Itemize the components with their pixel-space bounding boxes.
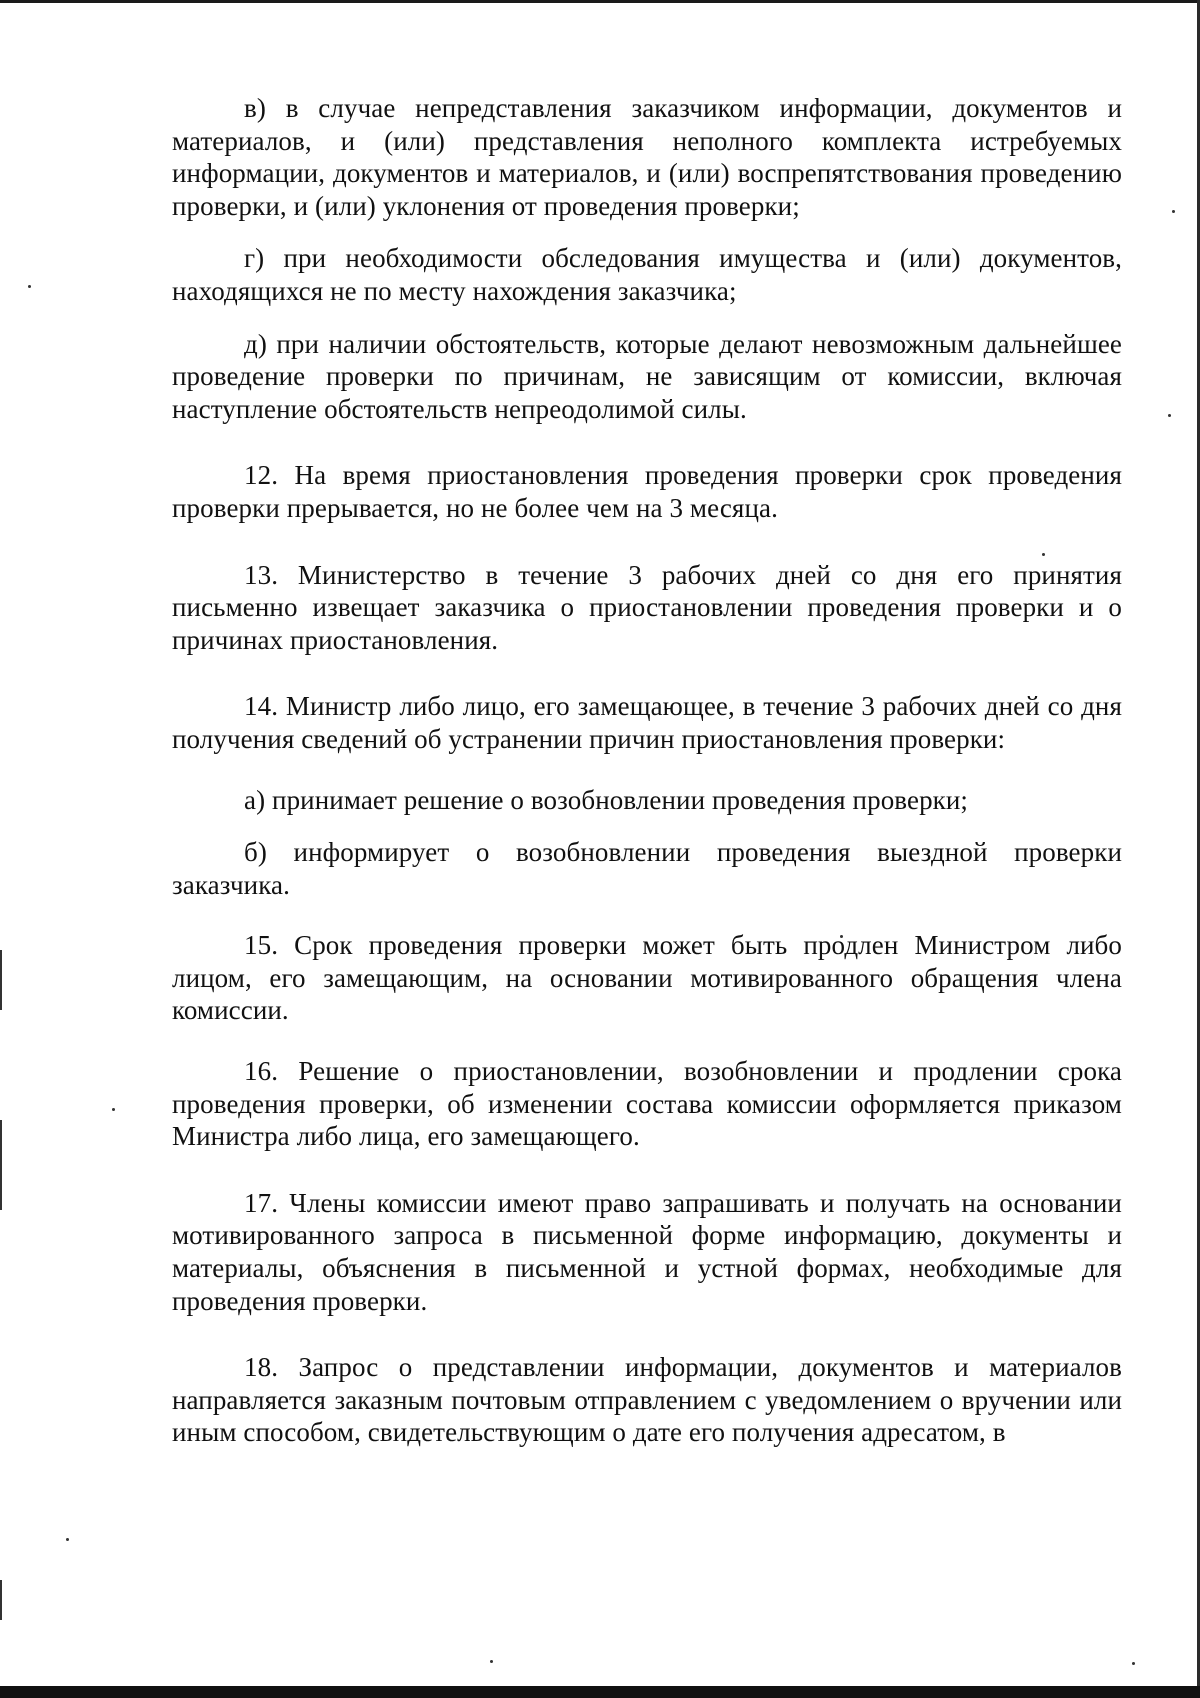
scan-speck (28, 285, 31, 288)
scan-speck (1172, 210, 1175, 213)
scan-mark-left (0, 1120, 2, 1210)
paragraph-v: в) в случае непредставления заказчиком информации, документов и материалов, и (или) представления неполного комплекта истребуемых информации, документов и материалов, и (или) воспрепятствования проведению проверки, и (или) уклонения от проведения проверки; (172, 93, 1122, 221)
scan-mark-left (0, 1580, 2, 1620)
paragraph-d: д) при наличии обстоятельств, которые делают невозможным дальнейшее проведение проверки по причинам, не зависящим от комиссии, включая наступление обстоятельств непреодолимой силы. (172, 328, 1122, 424)
scan-speck (112, 1108, 115, 1111)
paragraph-17: 17. Члены комиссии имеют право запрашивать и получать на основании мотивированного запроса в письменной форме информацию, документы и материалы, объяснения в письменной и устной формах, необходимые для проведения проверки. (172, 1187, 1122, 1316)
paragraph-g: г) при необходимости обследования имущества и (или) документов, находящихся не по месту нахождения заказчика; (172, 243, 1122, 306)
scan-speck (1132, 1662, 1135, 1665)
paragraph-12: 12. На время приостановления проведения проверки срок проведения проверки прерывается, но не более чем на 3 месяца. (172, 460, 1122, 523)
document-page (172, 92, 1122, 1477)
paragraph-14-b: б) информирует о возобновлении проведения выездной проверки заказчика. (172, 837, 1122, 900)
scan-speck (66, 1538, 69, 1541)
paragraph-16: 16. Решение о приостановлении, возобновлении и продлении срока проведения проверки, об изменении состава комиссии оформляется приказом Министра либо лица, его замещающего. (172, 1056, 1122, 1152)
scan-mark-left (0, 950, 2, 1010)
paragraph-13: 13. Министерство в течение 3 рабочих дней со дня его принятия письменно извещает заказчика о приостановлении проведения проверки и о причинах приостановления. (172, 559, 1122, 655)
scan-border-top (0, 0, 1200, 3)
paragraph-15: 15. Срок проведения проверки может быть продлен Министром либо лицом, его замещающим, на основании мотивированного обращения члена комиссии. (172, 930, 1122, 1026)
scan-border-bottom (0, 1686, 1200, 1698)
scan-speck (490, 1660, 493, 1663)
paragraph-14-a: а) принимает решение о возобновлении проведения проверки; (244, 784, 969, 815)
paragraph-14: 14. Министр либо лицо, его замещающее, в течение 3 рабочих дней со дня получения сведений об устранении причин приостановления проверки: (172, 691, 1122, 754)
scan-speck (1168, 414, 1171, 417)
paragraph-18: 18. Запрос о представлении информации, документов и материалов направляется заказным почтовым отправлением с уведомлением о вручении или иным способом, свидетельствующим о дате его получения адресатом, в (172, 1352, 1122, 1448)
